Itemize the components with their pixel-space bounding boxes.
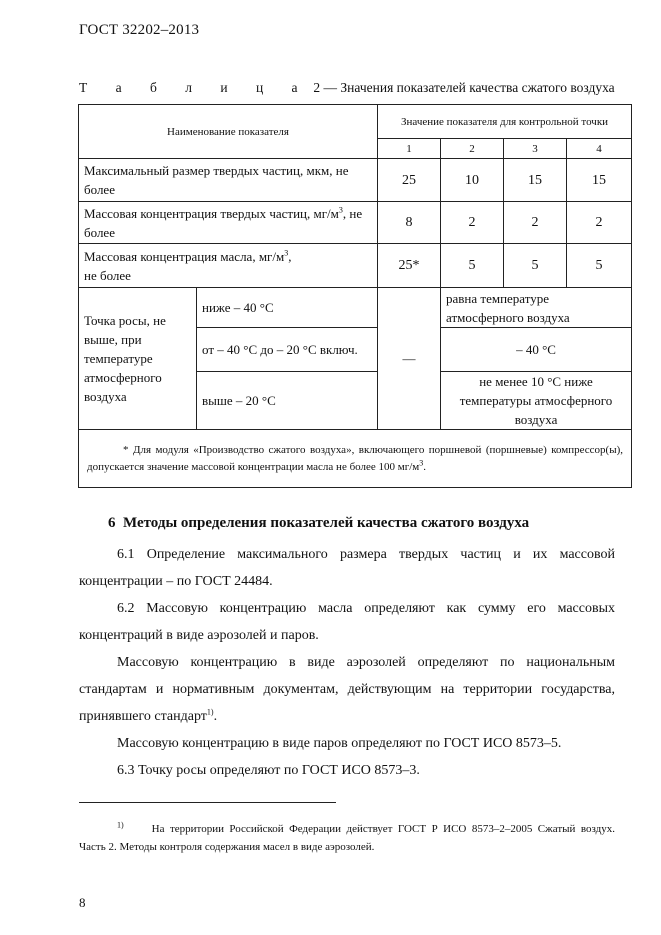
row-name-text: Массовая концентрация масла, мг/м (84, 248, 285, 264)
dew-condition-1: ниже – 40 °С (197, 288, 378, 328)
header-point-values: Значение показателя для контрольной точки (378, 105, 632, 139)
table-row (79, 244, 632, 288)
table-cell: 5 (441, 244, 504, 288)
document-header: ГОСТ 32202–2013 (79, 22, 200, 38)
dew-condition-2: от – 40 °С до – 20 °С включ. (197, 328, 378, 372)
row-name-max-particle-size: Максимальный размер твердых частиц, мкм, не более (79, 159, 378, 202)
paragraph-6-1: 6.1 Определение максимального размера твердых частиц и их массовой концентрации – по ГОСТ 24484. (79, 547, 615, 589)
superscript: 3 (338, 205, 343, 215)
footnote-text: На территории Российской Федерации действует ГОСТ Р ИСО 8573–2–2005 Сжатый воздух. Часть 2. Методы контроля содержания масел в виде аэрозолей. (79, 823, 615, 853)
table-cell: 5 (567, 244, 632, 288)
page-footnote (79, 820, 615, 856)
dew-value-2: – 40 °С (441, 328, 632, 372)
section-number: 6 (108, 515, 116, 531)
table-cell: 2 (504, 202, 567, 244)
dew-value-3: не менее 10 °С ниже температуры атмосферного воздуха (441, 372, 632, 430)
header-point-2: 2 (441, 139, 504, 159)
table-cell: 25* (378, 244, 441, 288)
footnote-divider (79, 802, 336, 803)
paragraph-6-3: 6.3 Точку росы определяют по ГОСТ ИСО 8573–3. (117, 763, 420, 778)
superscript: 3 (284, 248, 289, 258)
paragraph-text: Массовую концентрацию в виде аэрозолей определяют по национальным стандартам и нормативным документам, действующим на территории государства, принявшего стандарт (79, 655, 615, 724)
table-cell: 25 (378, 159, 441, 202)
section-title: Методы определения показателей качества сжатого воздуха (123, 515, 530, 531)
table-caption-text: — Значения показателей качества сжатого воздуха (323, 80, 615, 95)
table-footnote-text: * Для модуля «Производство сжатого воздуха», включающего поршневой (поршневые) компрессор(ы), допускается значение массовой концентрации масла не более 100 мг/м (87, 443, 624, 473)
section-heading (108, 515, 529, 532)
row-name-text: Массовая концентрация твердых частиц, мг/м (84, 205, 339, 221)
header-indicator-name: Наименование показателя (79, 105, 378, 159)
table-row (79, 288, 632, 328)
row-name-dew-point: Точка росы, не выше, при температуре атмосферного воздуха (79, 288, 197, 430)
row-name-particle-concentration (79, 202, 378, 244)
dew-value-1: равна температуре атмосферного воздуха (441, 288, 632, 328)
paragraph-6-2-vapors: Массовую концентрацию в виде паров определяют по ГОСТ ИСО 8573–5. (117, 736, 562, 751)
table-row (79, 202, 632, 244)
table-caption (79, 80, 615, 96)
row-name-oil-concentration (79, 244, 378, 288)
table-caption-number: 2 (313, 80, 321, 95)
page-number: 8 (79, 895, 86, 910)
dew-condition-3: выше – 20 °С (197, 372, 378, 430)
table-footnote (79, 430, 632, 488)
table-cell: 2 (567, 202, 632, 244)
table-cell: 2 (441, 202, 504, 244)
header-point-1: 1 (378, 139, 441, 159)
table-row (79, 159, 632, 202)
table-cell: 8 (378, 202, 441, 244)
paragraph-6-2-aerosols (79, 649, 615, 730)
dew-point-1-value: — (378, 288, 441, 430)
table-caption-label: Т а б л и ц а (79, 80, 311, 95)
table-cell: 15 (504, 159, 567, 202)
row-name-text: , не более (84, 205, 363, 240)
row-name-text: , (288, 248, 292, 264)
row-name-text: не более (84, 267, 131, 283)
table-footnote-text: . (423, 460, 427, 473)
quality-table (78, 104, 632, 488)
table-cell: 10 (441, 159, 504, 202)
header-point-3: 3 (504, 139, 567, 159)
table-cell: 15 (567, 159, 632, 202)
table-cell: 5 (504, 244, 567, 288)
footnote-marker: 1) (117, 820, 124, 830)
superscript: 3 (419, 457, 424, 467)
paragraph-6-2: 6.2 Массовую концентрацию масла определяют как сумму его массовых концентраций в виде аэрозолей и паров. (79, 601, 615, 643)
paragraph-text: . (213, 709, 218, 724)
footnote-marker: 1) (206, 707, 214, 717)
header-point-4: 4 (567, 139, 632, 159)
